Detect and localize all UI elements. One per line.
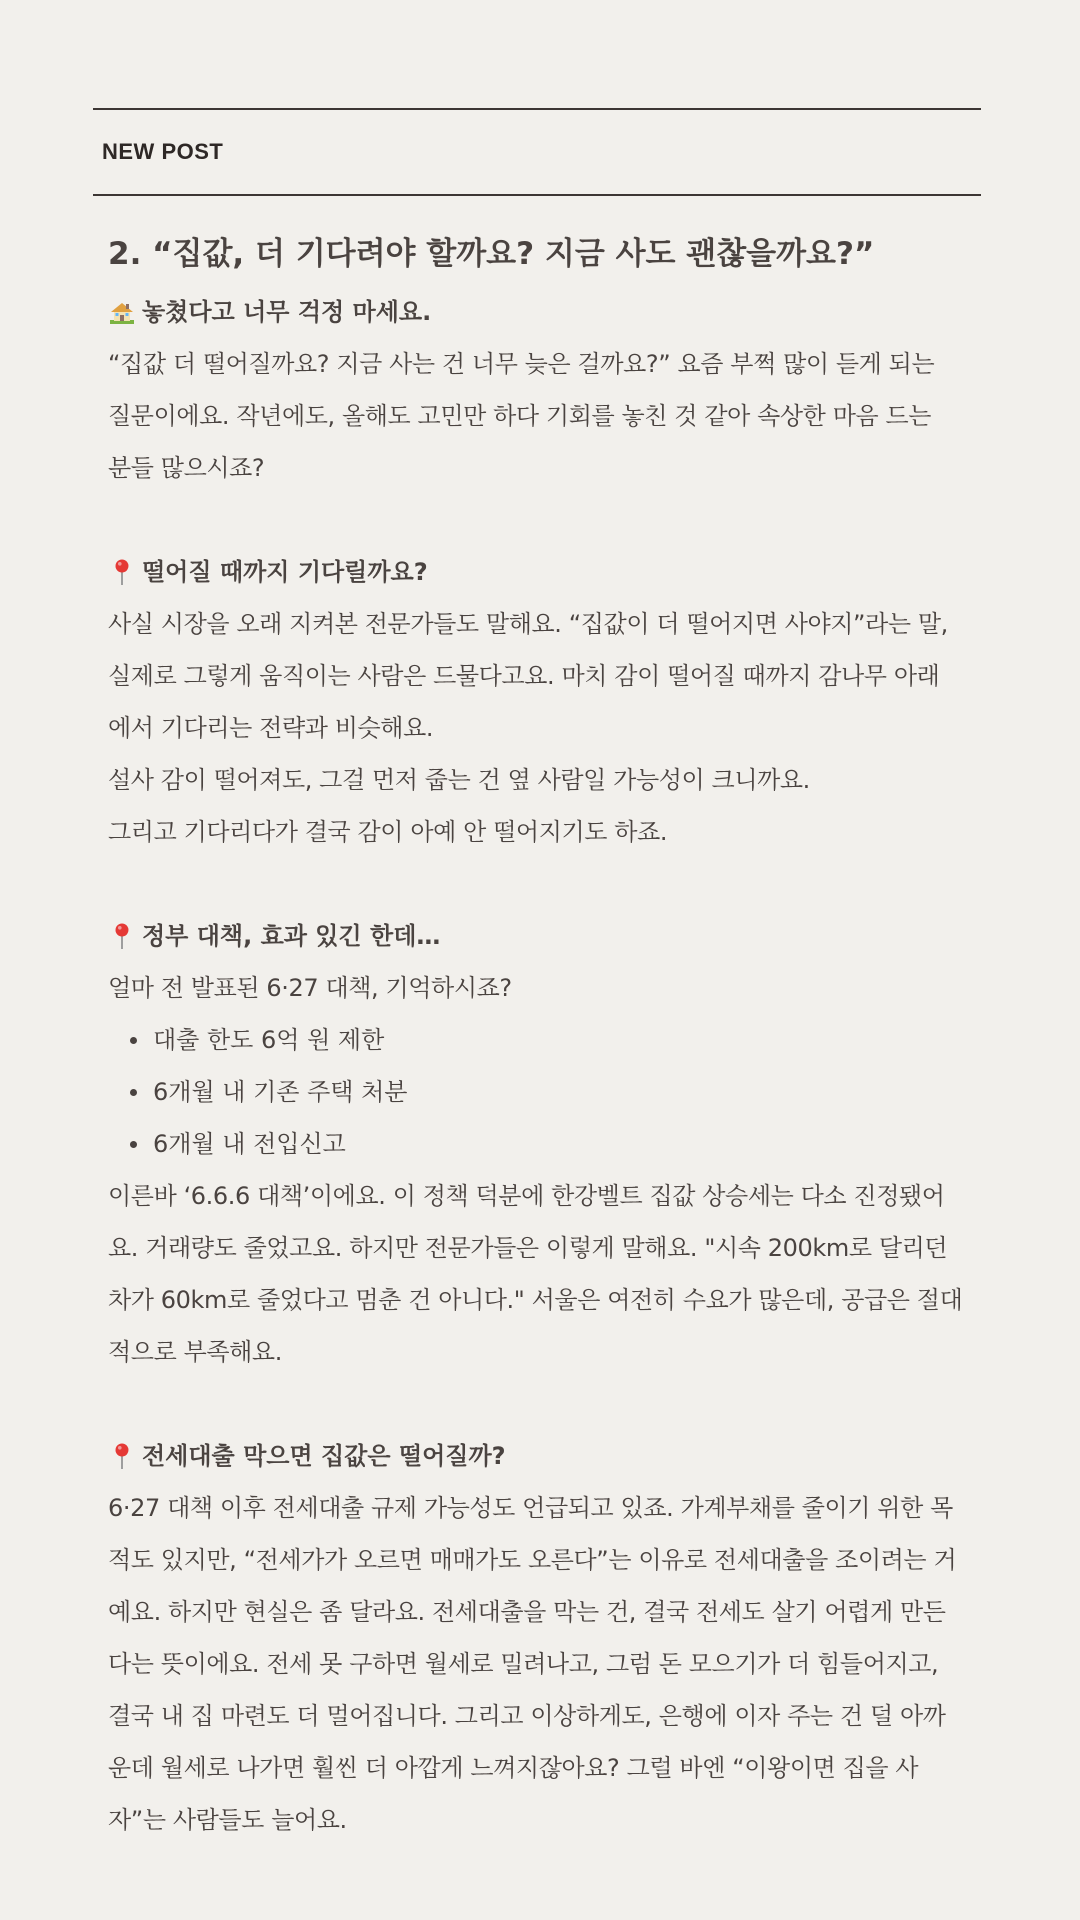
text-line: 그리고 기다리다가 결국 감이 아예 안 떨어지기도 하죠. [108, 818, 668, 846]
section3-heading-text: 전세대출 막으면 집값은 떨어질까? [142, 1442, 506, 1470]
text-line: 이른바 ‘6.6.6 대책’이에요. 이 정책 덕분에 한강벨트 집값 상승세는 다소 진정됐어 [108, 1182, 945, 1210]
section1-heading-text: 떨어질 때까지 기다릴까요? [142, 558, 428, 586]
pin-icon [108, 558, 136, 586]
post-title: 2. “집값, 더 기다려야 할까요? 지금 사도 괜찮을까요?” [108, 236, 875, 272]
list-item: 6개월 내 기존 주택 처분 [108, 1066, 1013, 1118]
header-top-rule [93, 108, 981, 110]
list-item: 6개월 내 전입신고 [108, 1118, 1013, 1170]
text-line: 예요. 하지만 현실은 좀 달라요. 전세대출을 막는 건, 결국 전세도 살기 어렵게 만든 [108, 1598, 946, 1626]
text-line: 적으로 부족해요. [108, 1338, 282, 1366]
spacer [108, 494, 1013, 546]
post-content [108, 228, 1013, 1846]
text-line: 적도 있지만, “전세가가 오르면 매매가도 오른다”는 이유로 전세대출을 조이려는 거 [108, 1546, 957, 1574]
text-line: 다는 뜻이에요. 전세 못 구하면 월세로 밀려나고, 그럼 돈 모으기가 더 힘들어지고, [108, 1650, 939, 1678]
section1-paragraph [108, 598, 1013, 858]
section2-heading-text: 정부 대책, 효과 있긴 한데… [142, 922, 441, 950]
text-line: 에서 기다리는 전략과 비슷해요. [108, 714, 434, 742]
header-bottom-rule [93, 194, 981, 196]
text-line: 운데 월세로 나가면 훨씬 더 아깝게 느껴지잖아요? 그럴 바엔 “이왕이면 집을 사 [108, 1754, 919, 1782]
section1-heading [108, 546, 1013, 598]
section3-paragraph [108, 1482, 1013, 1846]
text-line: 사실 시장을 오래 지켜본 전문가들도 말해요. “집값이 더 떨어지면 사야지”라는 말, [108, 610, 948, 638]
house-icon [108, 298, 136, 326]
text-line: 요. 거래량도 줄었고요. 하지만 전문가들은 이렇게 말해요. "시속 200km로 달리던 [108, 1234, 948, 1262]
text-line: 결국 내 집 마련도 더 멀어집니다. 그리고 이상하게도, 은행에 이자 주는 건 덜 아까 [108, 1702, 946, 1730]
section3-heading [108, 1430, 1013, 1482]
intro-paragraph [108, 338, 1013, 494]
text-line: 질문이에요. 작년에도, 올해도 고민만 하다 기회를 놓친 것 같아 속상한 마음 드는 [108, 402, 932, 430]
text-line: 차가 60km로 줄었다고 멈춘 건 아니다." 서울은 여전히 수요가 많은데, 공급은 절대 [108, 1286, 963, 1314]
text-line: 설사 감이 떨어져도, 그걸 먼저 줍는 건 옆 사람일 가능성이 크니까요. [108, 766, 810, 794]
section2-heading [108, 910, 1013, 962]
spacer [108, 858, 1013, 910]
intro-heading [108, 286, 1013, 338]
text-line: 분들 많으시죠? [108, 454, 265, 482]
list-item: 대출 한도 6억 원 제한 [108, 1014, 1013, 1066]
pin-icon [108, 1442, 136, 1470]
text-line: 자”는 사람들도 늘어요. [108, 1806, 347, 1834]
section2-paragraph [108, 1170, 1013, 1378]
new-post-label: NEW POST [102, 139, 224, 164]
text-line: 6·27 대책 이후 전세대출 규제 가능성도 언급되고 있죠. 가계부채를 줄이기 위한 목 [108, 1494, 953, 1522]
text-line: 실제로 그렇게 움직이는 사람은 드물다고요. 마치 감이 떨어질 때까지 감나무 아래 [108, 662, 940, 690]
pin-icon [108, 922, 136, 950]
text-line: “집값 더 떨어질까요? 지금 사는 건 너무 늦은 걸까요?” 요즘 부쩍 많이 듣게 되는 [108, 350, 935, 378]
spacer [108, 1378, 1013, 1430]
text-line: 얼마 전 발표된 6·27 대책, 기억하시죠? [108, 974, 512, 1002]
policy-bullet-list [108, 1014, 1013, 1170]
intro-heading-text: 놓쳤다고 너무 걱정 마세요. [142, 298, 432, 326]
section2-intro [108, 962, 1013, 1014]
